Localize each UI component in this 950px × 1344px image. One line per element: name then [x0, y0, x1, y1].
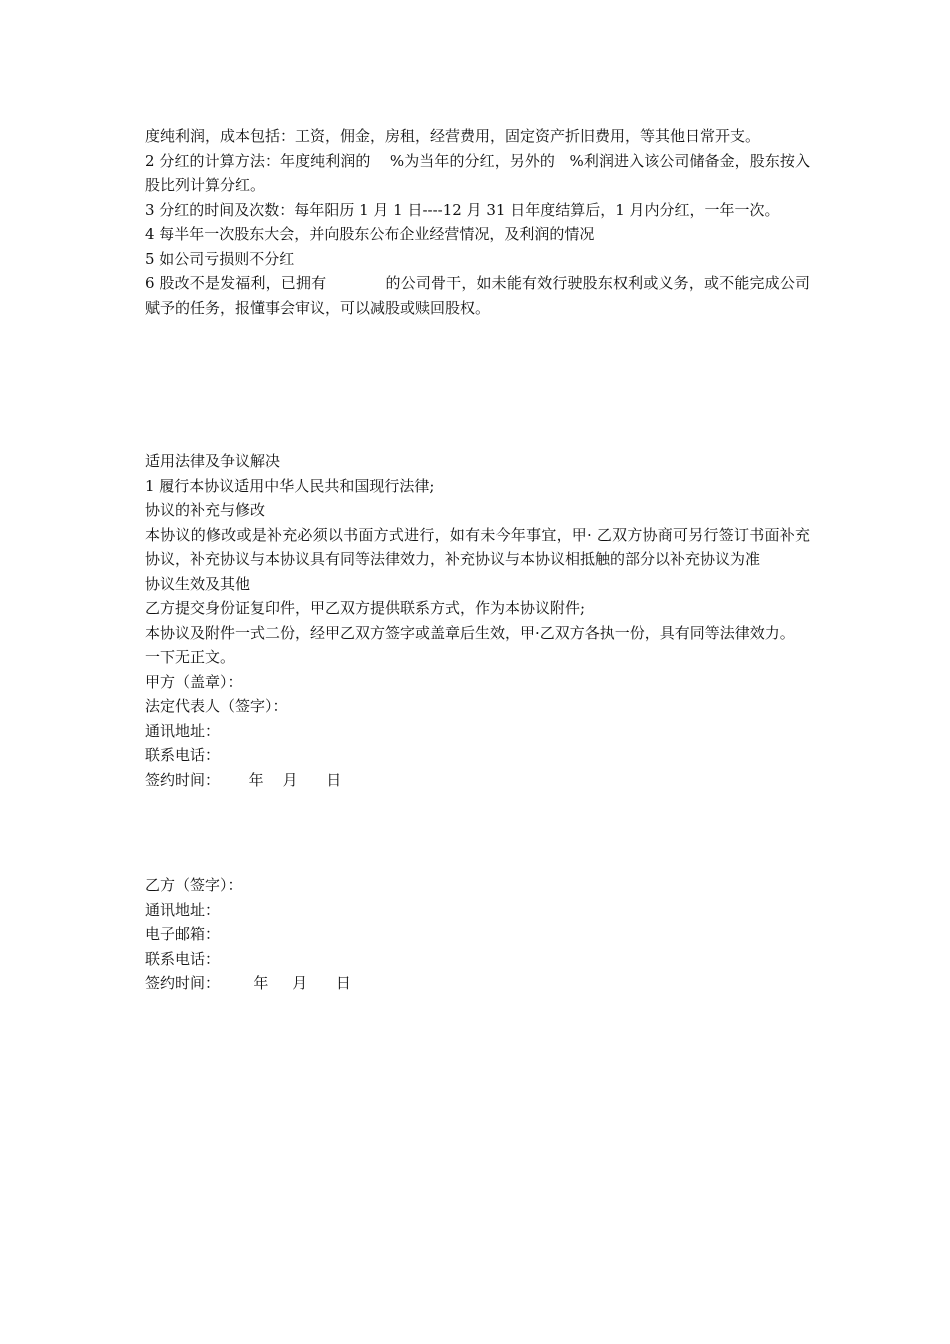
heading-applicable-law: 适用法律及争议解决 [145, 452, 281, 470]
party-b-signature-line: 乙方（签字）： [145, 876, 243, 894]
party-a-phone-line: 联系电话： [145, 746, 221, 764]
party-a-representative-line: 法定代表人（签字）： [145, 697, 288, 715]
party-b-section [145, 873, 810, 996]
profit-distribution-section [145, 124, 810, 320]
party-b-address-line: 通讯地址： [145, 900, 221, 919]
paragraph-net-profit-costs: 度纯利润，成本包括：工资，佣金，房租，经营费用，固定资产折旧费用，等其他日常开支。 [145, 127, 761, 145]
paragraph-dividend-schedule: 3 分红的时间及次数：每年阳历 1 月 1 日----12 月 31 日年度结算后，1 月内分红，一年一次。 [145, 200, 780, 219]
paragraph-amendment-clause: 本协议的修改或是补充必须以书面方式进行，如有未今年事宜，甲· 乙双方协商可另行签订书面补充协议，补充协议与本协议具有同等法律效力，补充协议与本协议相抵触的部分以补充协议为准 [145, 525, 810, 568]
paragraph-end-of-text: 一下无正文。 [145, 648, 236, 666]
party-b-email-line: 电子邮箱： [145, 925, 221, 943]
paragraph-id-copy-clause: 乙方提交身份证复印件，甲乙双方提供联系方式，作为本协议附件; [145, 599, 586, 617]
paragraph-dividend-calculation: 2 分红的计算方法：年度纯利润的 %为当年的分红，另外的 %利润进入该公司储备金，股东按入股比列计算分红。 [145, 151, 810, 194]
paragraph-loss-no-dividend: 5 如公司亏损则不分红 [145, 249, 295, 268]
party-a-seal-line: 甲方（盖章）： [145, 672, 243, 691]
paragraph-law-clause: 1 履行本协议适用中华人民共和国现行法律; [145, 476, 435, 495]
law-and-signature-section [145, 449, 810, 792]
party-a-signing-date-line: 签约时间： 年 月 日 [145, 770, 342, 789]
heading-supplement-amendment: 协议的补充与修改 [145, 501, 266, 519]
paragraph-shareholder-meeting: 4 每半年一次股东大会，并向股东公布企业经营情况，及利润的情况 [145, 225, 595, 243]
party-a-address-line: 通讯地址： [145, 721, 221, 740]
paragraph-share-reform: 6 股改不是发福利，已拥有 的公司骨干，如未能有效行驶股东权利或义务，或不能完成公司赋予的任务，报懂事会审议，可以减股或赎回股权。 [145, 274, 810, 317]
heading-effect-other: 协议生效及其他 [145, 574, 251, 593]
party-b-phone-line: 联系电话： [145, 949, 221, 968]
party-b-signing-date-line: 签约时间： 年 月 日 [145, 974, 351, 992]
paragraph-copies-clause: 本协议及附件一式二份，经甲乙双方签字或盖章后生效，甲·乙双方各执一份，具有同等法律效力。 [145, 623, 795, 642]
